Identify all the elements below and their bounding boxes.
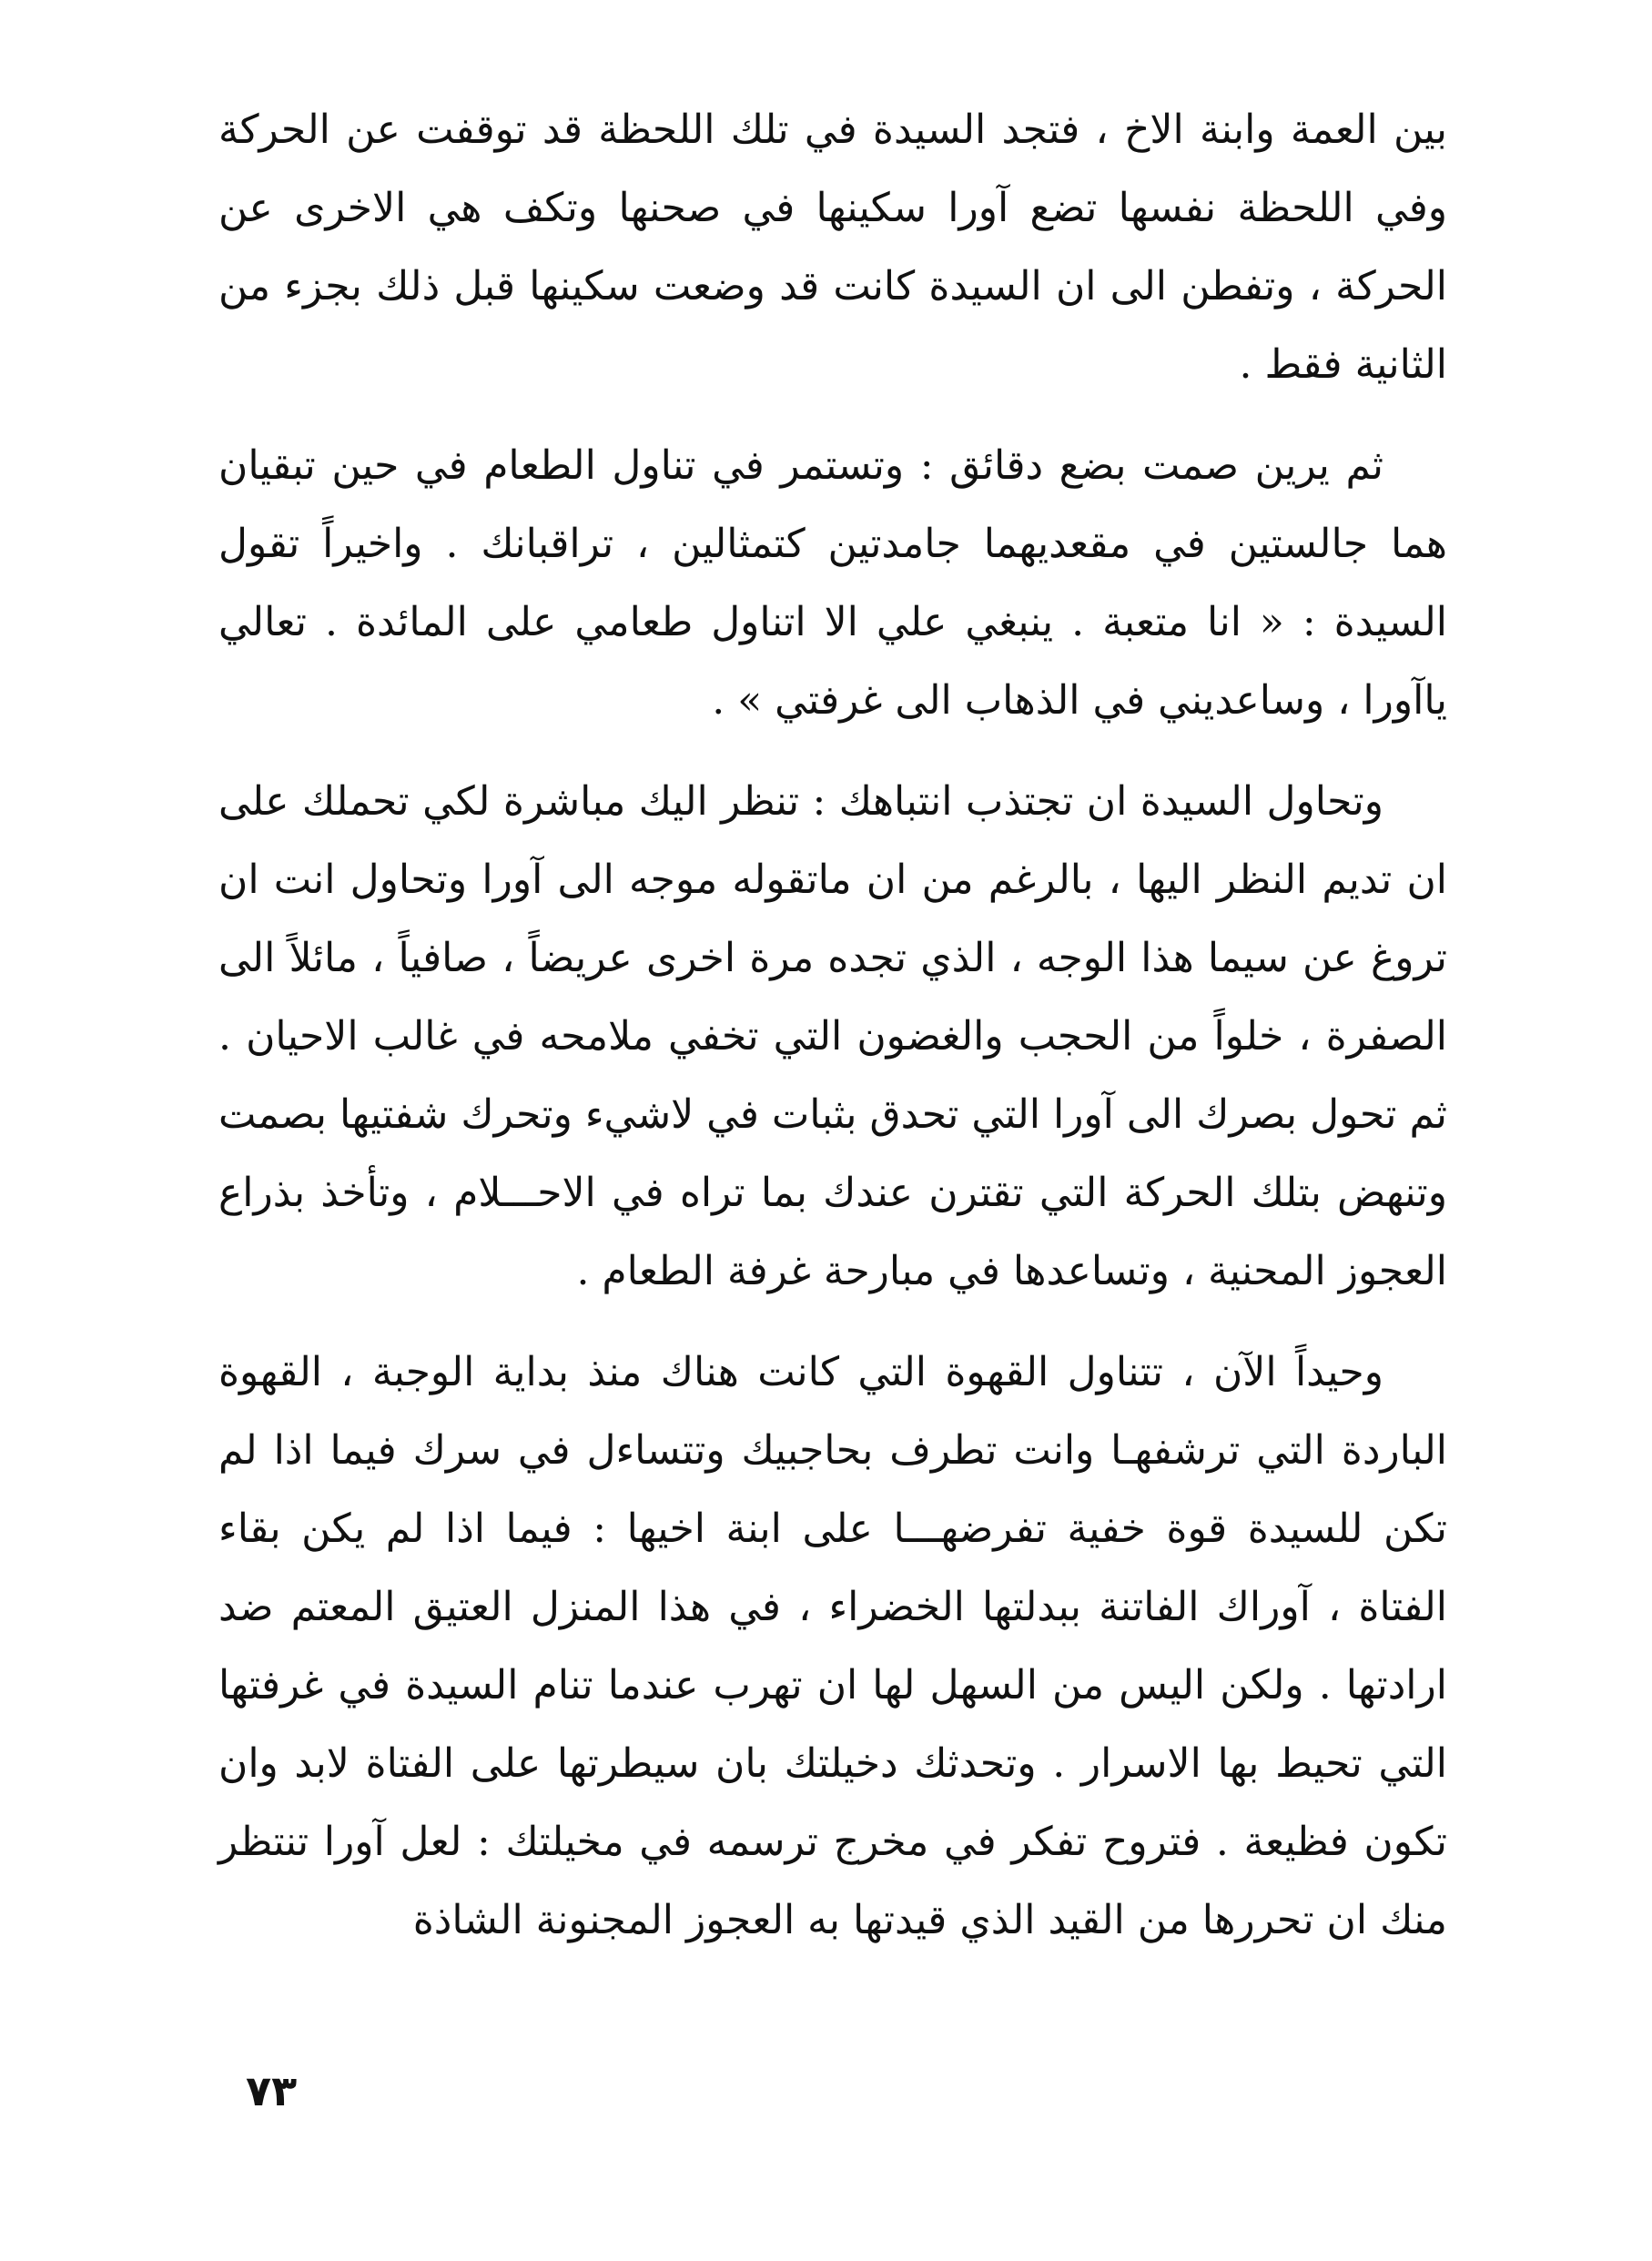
paragraph-4: وحيداً الآن ، تتناول القهوة التي كانت هناك منذ بداية الوجبة ، القهوة الباردة التي ترشفهـا وانت تطرف بحاجبيك وتتساءل في سرك فيما اذا لم تكن للسيدة قوة خفية تفرضهـــا على ابنة اخيها : فيما اذا لم يكن بقاء الفتاة ، آوراك الفاتنة ببدلتها الخضراء ، في هذا المنزل العتيق المعتم ضد ارادتها . ولكن اليس من السهل لها ان تهرب عندما تنام السيدة في غرفتها التي تحيط بها الاسرار . وتحدثك دخيلتك بان سيطرتها على الفتاة لابد وان تكون فظيعة . فتروح تفكر في مخرج ترسمه في مخيلتك : لعل آورا تنتظر منك ان تحررها من القيد الذي قيدتها به العجوز المجنونة الشاذة [218, 1349, 1447, 1943]
body-text [218, 91, 1447, 1982]
page-number: ٧٣ [246, 2066, 298, 2115]
paragraph-3: وتحاول السيدة ان تجتذب انتباهك : تنظر اليك مباشرة لكي تحملك على ان تديم النظر اليها ، بالرغم من ان ماتقوله موجه الى آورا وتحاول انت ان تروغ عن سيما هذا الوجه ، الذي تجده مرة اخرى عريضاً ، صافياً ، مائلاً الى الصفرة ، خلواً من الحجب والغضون التي تخفي ملامحه في غالب الاحيان . ثم تحول بصرك الى آورا التي تحدق بثبات في لاشيء وتحرك شفتيها بصمت وتنهض بتلك الحركة التي تقترن عندك بما تراه في الاحـــلام ، وتأخذ بذراع العجوز المحنية ، وتساعدها في مبارحة غرفة الطعام . [218, 778, 1447, 1294]
paragraph-2: ثم يرين صمت بضع دقائق : وتستمر في تناول الطعام في حين تبقيان هما جالستين في مقعديهما جامدتين كتمثالين ، تراقبانك . واخيراً تقول السيدة : « انا متعبة . ينبغي علي الا اتناول طعامي على المائدة . تعالي ياآورا ، وساعديني في الذهاب الى غرفتي » . [218, 442, 1447, 724]
paragraph-1: بين العمة وابنة الاخ ، فتجد السيدة في تلك اللحظة قد توقفت عن الحركة وفي اللحظة نفسها تضع آورا سكينها في صحنها وتكف هي الاخرى عن الحركة ، وتفطن الى ان السيدة كانت قد وضعت سكينها قبل ذلك بجزء من الثانية فقط . [218, 106, 1447, 388]
